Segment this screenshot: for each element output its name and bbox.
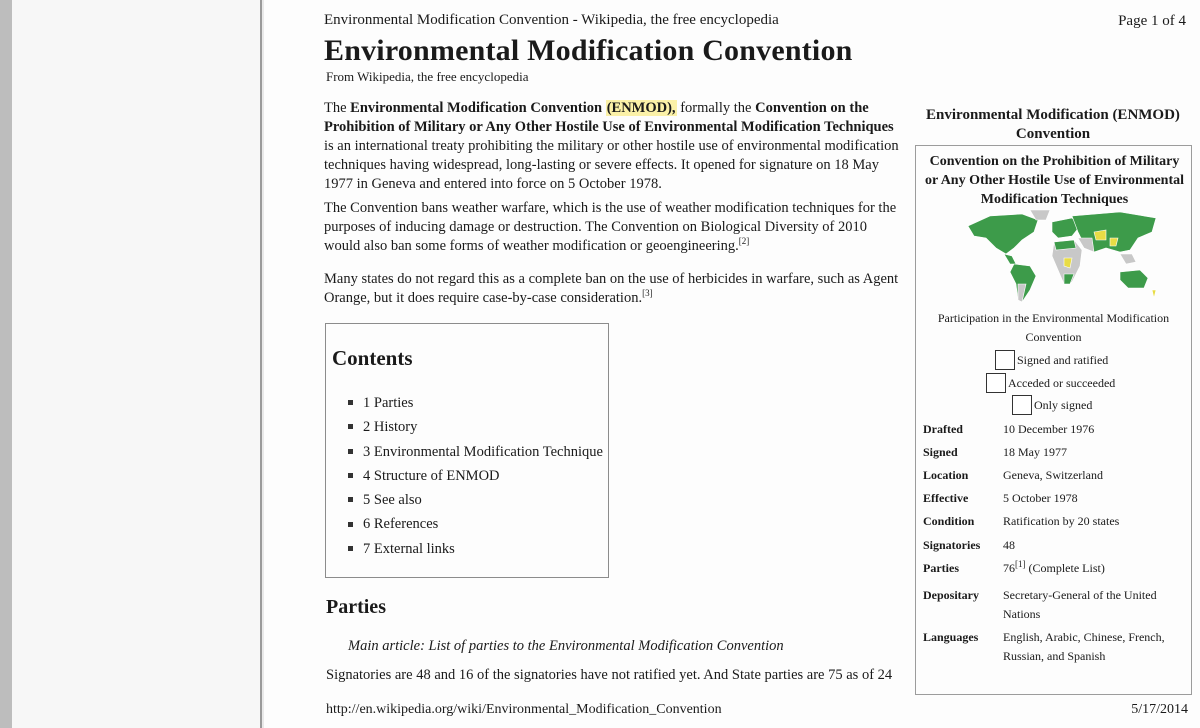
toc-item[interactable] bbox=[348, 537, 603, 561]
herbicides-paragraph bbox=[324, 270, 904, 308]
article-source: From Wikipedia, the free encyclopedia bbox=[326, 69, 529, 84]
toc-item[interactable] bbox=[348, 391, 603, 415]
citation-link[interactable]: [3] bbox=[642, 288, 653, 299]
row-value: 18 May 1977 bbox=[1003, 445, 1067, 459]
toc-item-label: 1 Parties bbox=[363, 395, 414, 411]
table-of-contents bbox=[325, 323, 609, 578]
toc-item-label: 3 Environmental Modification Technique bbox=[363, 443, 603, 460]
row-value: 10 December 1976 bbox=[1003, 422, 1095, 436]
row-value: Geneva, Switzerland bbox=[1003, 468, 1103, 482]
infobox bbox=[915, 145, 1192, 695]
bullet-icon bbox=[348, 449, 353, 454]
legend-swatch bbox=[1012, 395, 1032, 415]
row-label: Languages bbox=[923, 630, 979, 644]
toc-item[interactable] bbox=[348, 464, 603, 488]
bullet-icon bbox=[348, 424, 353, 429]
parties-text: Signatories are 48 and 16 of the signatories have not ratified yet. And State parties are 75 as of 24 bbox=[326, 667, 893, 683]
row-label: Signed bbox=[923, 445, 958, 459]
bullet-icon bbox=[348, 497, 353, 502]
map-central-america bbox=[1004, 254, 1016, 264]
row-value: 5 October 1978 bbox=[1003, 491, 1078, 505]
parties-count: 76 bbox=[1003, 561, 1015, 575]
intro-text-3: is an international treaty prohibiting the military or other hostile use of environmental modification techniques having widespread, long-lasting or severe effects. It opened for signature on 18 May 1977 in Geneva and entered into force on 5 October 1978. bbox=[324, 138, 899, 192]
toc-item[interactable] bbox=[348, 415, 603, 439]
toc-item[interactable] bbox=[348, 512, 603, 536]
page-number: Page 1 of 4 bbox=[1118, 13, 1186, 29]
row-value bbox=[1003, 559, 1188, 578]
herbicides-text: Many states do not regard this as a complete ban on the use of herbicides in warfare, such as Agent Orange, but it does require case-by-case consideration. bbox=[324, 271, 899, 306]
intro-text-2: formally the bbox=[676, 100, 756, 116]
row-value: 48 bbox=[1003, 538, 1015, 552]
legend-label: Only signed bbox=[1034, 398, 1093, 412]
toc-item-label: 6 References bbox=[363, 516, 439, 533]
row-label: Parties bbox=[923, 561, 959, 575]
row-value: Ratification by 20 states bbox=[1003, 514, 1120, 528]
intro-bold-formal-name: Convention on the Prohibition of Military or Any Other Hostile Use of Environmental Modification Techniques bbox=[324, 100, 894, 135]
scan-margin bbox=[0, 0, 262, 728]
bullet-icon bbox=[348, 400, 353, 405]
row-label: Location bbox=[923, 468, 969, 482]
bullet-icon bbox=[348, 546, 353, 551]
infobox-title: Environmental Modification (ENMOD) Convention bbox=[926, 107, 1180, 142]
article-title: Environmental Modification Convention bbox=[324, 34, 853, 67]
toc-list bbox=[348, 391, 603, 561]
toc-item-label: 2 History bbox=[363, 419, 418, 436]
row-value: Secretary-General of the United Nations bbox=[1003, 588, 1157, 621]
map-africa-north bbox=[1054, 240, 1076, 250]
citation-link[interactable]: [2] bbox=[738, 236, 750, 247]
row-value: English, Arabic, Chinese, French, Russian, and Spanish bbox=[1003, 630, 1165, 663]
legend-label: Signed and ratified bbox=[1017, 353, 1109, 367]
map-caption: Participation in the Environmental Modification Convention bbox=[937, 311, 1170, 344]
legend-swatch bbox=[986, 373, 1006, 393]
bullet-icon bbox=[348, 522, 353, 527]
toc-item-label: 4 Structure of ENMOD bbox=[363, 467, 500, 484]
toc-item[interactable] bbox=[348, 440, 603, 464]
toc-item-label: 7 External links bbox=[363, 540, 455, 557]
row-label: Drafted bbox=[923, 422, 963, 436]
map-north-america bbox=[968, 214, 1038, 254]
highlighted-acronym: (ENMOD), bbox=[606, 100, 676, 116]
row-label: Condition bbox=[923, 514, 975, 528]
world-participation-map bbox=[960, 208, 1160, 306]
toc-item[interactable] bbox=[348, 488, 603, 512]
weather-text: The Convention bans weather warfare, which is the use of weather modification techniques for the purposes of inducing damage or destruction. The Convention on Biological Diversity of 2010 would also ban some forms of weather modification or geoengineering. bbox=[324, 200, 897, 254]
section-heading-parties: Parties bbox=[326, 596, 386, 618]
map-australia bbox=[1120, 270, 1148, 288]
legend-acceded bbox=[986, 373, 1115, 393]
complete-list-link[interactable]: (Complete List) bbox=[1025, 561, 1105, 575]
row-label: Depositary bbox=[923, 588, 979, 602]
toc-item-label: 5 See also bbox=[363, 492, 422, 509]
map-asia-signed-1 bbox=[1094, 230, 1106, 240]
page-url: http://en.wikipedia.org/wiki/Environmental_Modification_Convention bbox=[326, 702, 722, 717]
infobox-formal-name: Convention on the Prohibition of Military or Any Other Hostile Use of Environmental Modification Techniques bbox=[925, 154, 1184, 207]
map-new-zealand bbox=[1152, 290, 1156, 298]
map-southeast-asia bbox=[1120, 254, 1136, 264]
document-page bbox=[264, 0, 1200, 728]
weather-paragraph bbox=[324, 199, 904, 256]
row-label: Signatories bbox=[923, 538, 981, 552]
legend-label: Acceded or succeeded bbox=[1008, 376, 1116, 390]
legend-swatch bbox=[995, 350, 1015, 370]
main-article-link[interactable]: Main article: List of parties to the Environmental Modification Convention bbox=[348, 638, 784, 654]
print-header-title: Environmental Modification Convention - Wikipedia, the free encyclopedia bbox=[324, 12, 779, 28]
intro-bold-name: Environmental Modification Convention bbox=[350, 100, 603, 116]
toc-title: Contents bbox=[332, 346, 413, 370]
print-date: 5/17/2014 bbox=[1131, 702, 1188, 717]
legend-only-signed bbox=[1012, 395, 1092, 415]
intro-text-1: The bbox=[324, 100, 351, 116]
bullet-icon bbox=[348, 473, 353, 478]
intro-paragraph bbox=[324, 99, 904, 194]
legend-signed-ratified bbox=[995, 350, 1108, 370]
row-label: Effective bbox=[923, 491, 969, 505]
citation-link[interactable]: [1] bbox=[1015, 559, 1026, 569]
